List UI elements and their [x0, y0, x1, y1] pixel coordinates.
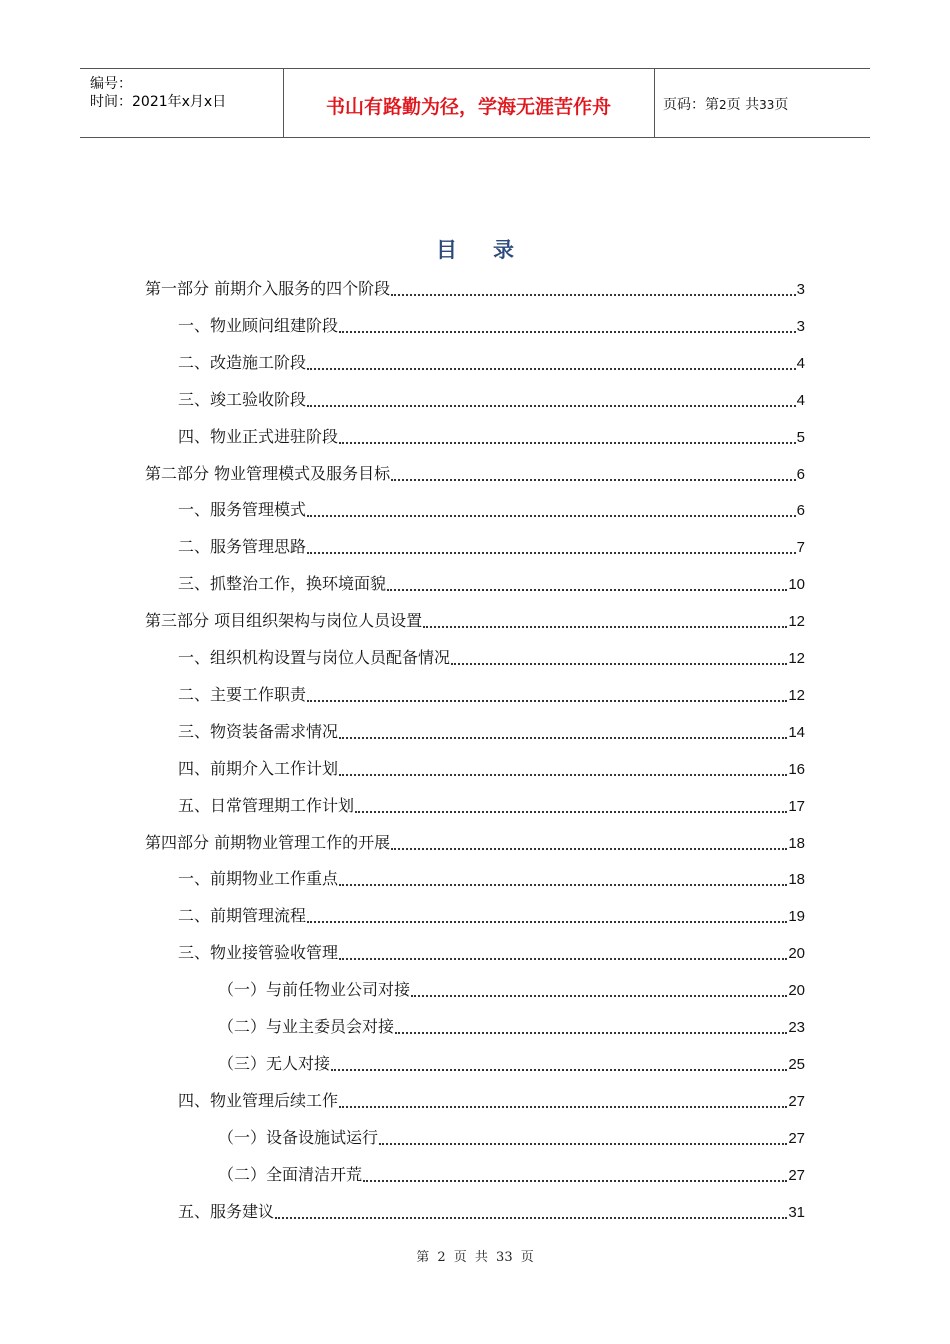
toc-dot-leader [307, 514, 796, 517]
toc-entry-page: 7 [796, 539, 805, 557]
toc-entry[interactable] [178, 426, 805, 448]
toc-title: 目录 [436, 238, 550, 262]
header-meta-cell [80, 69, 284, 137]
toc-entry-title: 一、前期物业工作重点 [178, 869, 339, 889]
page-suffix: 页 [774, 97, 789, 113]
toc-entry-page: 6 [796, 502, 805, 520]
header-motto-cell [283, 69, 655, 137]
toc-entry-title: （一）设备设施试运行 [218, 1127, 379, 1147]
toc-dot-leader [423, 625, 787, 628]
toc-entry-title: （一）与前任物业公司对接 [218, 980, 411, 1000]
toc-entry-page: 19 [788, 908, 805, 926]
toc-entry[interactable] [178, 389, 805, 411]
toc-entry[interactable] [218, 1164, 805, 1186]
toc-entry-page: 27 [788, 1092, 805, 1110]
toc-entry-title: 三、物资装备需求情况 [178, 721, 339, 741]
toc-dot-leader [339, 1105, 787, 1108]
toc-dot-leader [339, 773, 787, 776]
header-page-cell [655, 69, 870, 137]
toc-entry[interactable] [178, 721, 805, 743]
toc-entry-page: 3 [796, 317, 805, 335]
toc-entry-page: 4 [796, 354, 805, 372]
toc-entry-title: 五、服务建议 [178, 1201, 275, 1221]
page-current: 2 [719, 98, 727, 112]
toc-entry[interactable] [178, 499, 805, 521]
toc-entry-title: 四、前期介入工作计划 [178, 758, 339, 778]
toc-dot-leader [395, 1031, 787, 1034]
toc-dot-leader [307, 551, 796, 554]
toc-entry-page: 18 [788, 871, 805, 889]
toc-entry[interactable] [178, 758, 805, 780]
toc-dot-leader [391, 478, 796, 481]
toc-entry-title: 五、日常管理期工作计划 [178, 795, 355, 815]
toc-entry-page: 12 [788, 613, 805, 631]
toc-entry[interactable] [178, 795, 805, 817]
toc-dot-leader [307, 699, 787, 702]
toc-entry-title: 一、物业顾问组建阶段 [178, 315, 339, 335]
toc-entry-title: 三、抓整治工作，换环境面貌 [178, 574, 387, 594]
toc-entry[interactable] [178, 942, 805, 964]
toc-entry-title: 二、改造施工阶段 [178, 352, 307, 372]
toc-entry-page: 17 [788, 797, 805, 815]
toc-dot-leader [387, 588, 787, 591]
toc-entry-title: 三、竣工验收阶段 [178, 389, 307, 409]
toc-dot-leader [339, 957, 787, 960]
toc-entry[interactable] [178, 905, 805, 927]
toc-entry-page: 23 [788, 1019, 805, 1036]
toc-dot-leader [339, 330, 796, 333]
toc-entry-title: 三、物业接管验收管理 [178, 943, 339, 963]
toc-entry[interactable] [178, 684, 805, 706]
toc-dot-leader [339, 883, 787, 886]
toc-entry-page: 25 [788, 1055, 805, 1073]
toc-entry-page: 3 [796, 281, 805, 298]
toc-entry[interactable] [178, 1201, 805, 1223]
toc-entry-title: （二）全面清洁开荒 [218, 1164, 363, 1184]
toc-entry[interactable] [178, 868, 805, 890]
toc-entry[interactable] [145, 832, 805, 854]
document-time-label: 时间：2021年x月x日 [90, 94, 227, 110]
toc-entry-page: 6 [796, 465, 805, 483]
toc-entry-page: 4 [796, 391, 805, 409]
toc-entry[interactable] [178, 536, 805, 558]
toc-entry-title: 第一部分 前期介入服务的四个阶段 [145, 279, 391, 298]
toc-entry[interactable] [178, 315, 805, 337]
toc-entry-page: 18 [788, 834, 805, 852]
toc-entry[interactable] [145, 610, 805, 632]
toc-dot-leader [391, 847, 787, 850]
toc-dot-leader [411, 994, 787, 997]
header-motto: 书山有路勤为径，学海无涯苦作舟 [325, 96, 611, 118]
toc-dot-leader [275, 1216, 787, 1219]
toc-entry-page: 16 [788, 760, 805, 778]
toc-entry-title: 一、组织机构设置与岗位人员配备情况 [178, 648, 451, 667]
toc-entry-title: 四、物业管理后续工作 [178, 1090, 339, 1110]
toc-entry-page: 27 [788, 1166, 805, 1184]
toc-entry[interactable] [178, 573, 805, 595]
toc-dot-leader [331, 1068, 787, 1071]
toc-entry-title: 第四部分 前期物业管理工作的开展 [145, 832, 391, 852]
page-prefix: 页码：第 [663, 97, 719, 113]
toc-entry-page: 31 [788, 1203, 805, 1221]
toc-entry-title: 二、前期管理流程 [178, 906, 307, 926]
toc-dot-leader [307, 920, 787, 923]
toc-entry[interactable] [178, 647, 805, 669]
page-footer: 第 2 页 共 33 页 [416, 1250, 534, 1265]
toc-entry[interactable] [145, 463, 805, 485]
toc-dot-leader [339, 441, 796, 444]
toc-entry-title: 四、物业正式进驻阶段 [178, 426, 339, 446]
toc-entry-page: 27 [788, 1129, 805, 1147]
toc-entry[interactable] [178, 1090, 805, 1112]
toc-entry-page: 20 [788, 945, 805, 963]
page-header [80, 68, 870, 138]
toc-entry-page: 5 [796, 428, 805, 446]
toc-dot-leader [339, 736, 787, 739]
toc-dot-leader [355, 810, 787, 813]
document-number-label: 编号： [90, 76, 132, 92]
toc-dot-leader [379, 1142, 787, 1145]
toc-dot-leader [307, 404, 796, 407]
toc-entry-page: 14 [788, 723, 805, 741]
page-total: 33 [759, 98, 775, 112]
toc-entry[interactable] [145, 278, 805, 300]
toc-entry-page: 12 [788, 686, 805, 704]
toc-entry-title: （二）与业主委员会对接 [218, 1017, 395, 1036]
toc-entry-page: 10 [788, 576, 805, 594]
toc-dot-leader [391, 293, 796, 296]
toc-entry[interactable] [218, 1053, 805, 1075]
toc-entry[interactable] [218, 979, 805, 1001]
toc-dot-leader [307, 367, 796, 370]
toc-entry-title: 第三部分 项目组织架构与岗位人员设置 [145, 611, 423, 631]
toc-entry-title: 第二部分 物业管理模式及服务目标 [145, 463, 391, 483]
toc-entry-page: 12 [788, 650, 805, 667]
toc-entry-title: 一、服务管理模式 [178, 500, 307, 520]
toc-entry[interactable] [218, 1016, 805, 1038]
toc-dot-leader [363, 1179, 787, 1182]
header-page-info [663, 94, 788, 114]
toc-entry-page: 20 [788, 982, 805, 1000]
toc-entry[interactable] [178, 352, 805, 374]
toc-entry-title: 二、主要工作职责 [178, 684, 307, 704]
toc-dot-leader [451, 662, 787, 665]
page-mid: 页 共 [726, 97, 760, 113]
toc-entry-title: 二、服务管理思路 [178, 537, 307, 557]
toc-entry[interactable] [218, 1127, 805, 1149]
toc-entry-title: （三）无人对接 [218, 1053, 331, 1073]
